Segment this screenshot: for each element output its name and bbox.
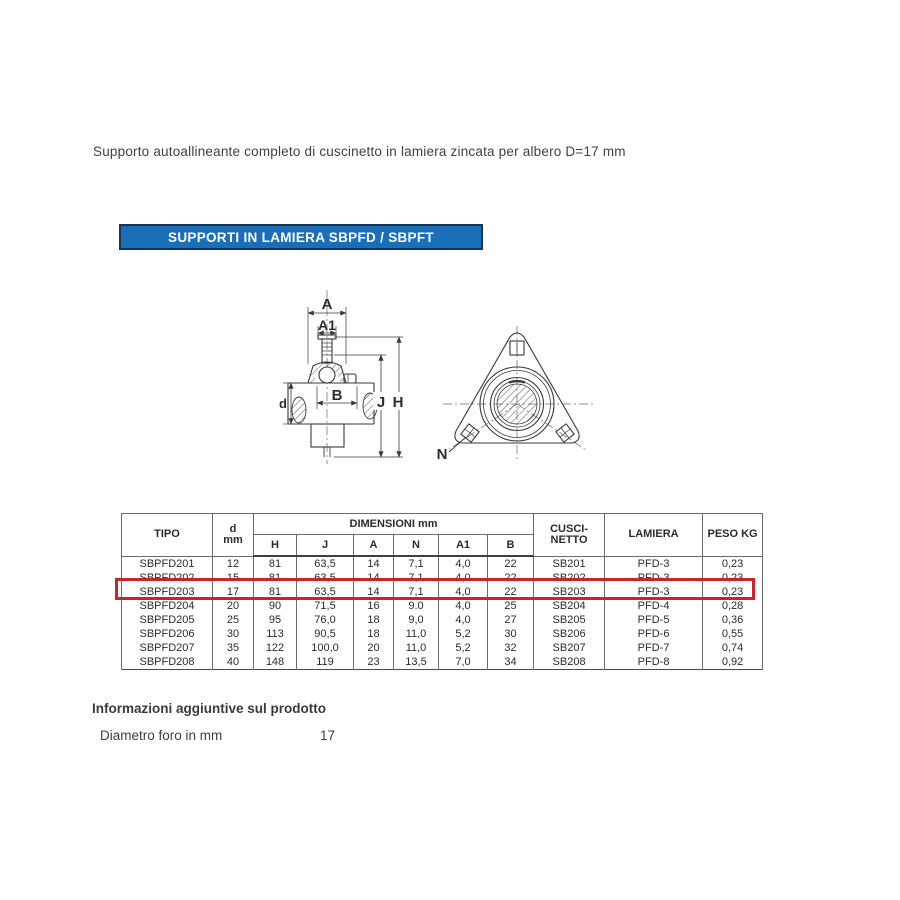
dim-label-a: A — [321, 296, 333, 313]
col-header-a: A — [354, 535, 394, 557]
product-description: Supporto autoallineante completo di cuscinetto in lamiera zincata per albero D=17 mm — [93, 144, 626, 159]
col-header-a1: A1 — [439, 535, 488, 557]
side-view — [283, 290, 405, 464]
table-row-highlighted: SBPFD203 17 81 63,5 14 7,1 4,0 22 SB203 PFD-3 0,23 — [122, 585, 763, 599]
dim-label-d: d — [279, 396, 287, 411]
highlight-box — [115, 578, 755, 600]
col-header-peso: PESO KG — [703, 514, 763, 557]
table-row: SBPFD207 35 122 100,0 20 11,0 5,2 32 SB207 PFD-7 0,74 — [122, 641, 763, 655]
info-row-value: 17 — [320, 728, 336, 743]
dim-label-a1: A1 — [318, 317, 336, 333]
table-row: SBPFD201 12 81 63,5 14 7,1 4,0 22 SB201 PFD-3 0,23 — [122, 556, 763, 571]
table-row: SBPFD202 15 81 63,5 14 7,1 4,0 22 SB202 PFD-3 0,23 — [122, 571, 763, 585]
table-row: SBPFD206 30 113 90,5 18 11,0 5,2 30 SB206 PFD-6 0,55 — [122, 627, 763, 641]
info-heading: Informazioni aggiuntive sul prodotto — [92, 701, 326, 716]
col-header-cuscinetto: CUSCI- NETTO — [534, 514, 605, 557]
col-header-lamiera: LAMIERA — [605, 514, 703, 557]
front-view — [443, 326, 593, 462]
dim-label-b: B — [331, 387, 343, 404]
info-row-label: Diametro foro in mm — [100, 728, 223, 743]
technical-drawing — [256, 278, 608, 470]
col-header-h: H — [254, 535, 297, 557]
dim-label-h: H — [392, 394, 404, 411]
col-header-n: N — [394, 535, 439, 557]
col-header-b: B — [488, 535, 534, 557]
section-banner-title: SUPPORTI IN LAMIERA SBPFD / SBPFT — [168, 229, 434, 245]
table-row: SBPFD205 25 95 76,0 18 9,0 4,0 27 SB205 PFD-5 0,36 — [122, 613, 763, 627]
col-header-d: d mm — [213, 514, 254, 557]
section-banner — [119, 224, 483, 250]
dim-label-n: N — [436, 446, 448, 463]
table-row: SBPFD208 40 148 119 23 13,5 7,0 34 SB208 PFD-8 0,92 — [122, 655, 763, 670]
dim-label-j: J — [376, 394, 386, 411]
col-header-tipo: TIPO — [122, 514, 213, 557]
table-row: SBPFD204 20 90 71,5 16 9.0 4,0 25 SB204 PFD-4 0,28 — [122, 599, 763, 613]
col-header-dimensioni: DIMENSIONI mm — [254, 514, 534, 535]
col-header-j: J — [297, 535, 354, 557]
